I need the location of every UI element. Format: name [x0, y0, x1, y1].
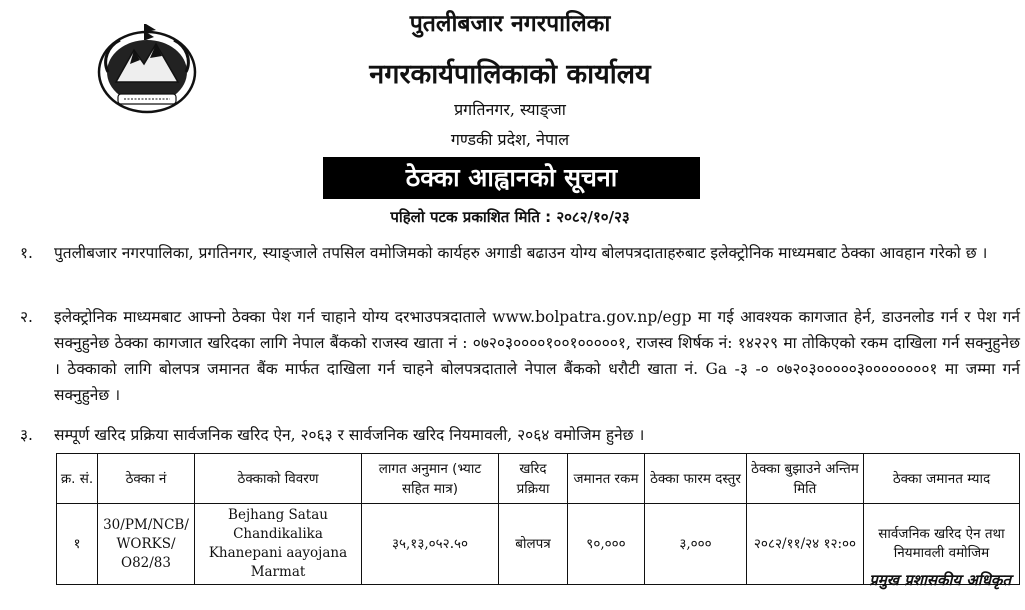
- cell-deadline: २०८२/११/२४ १२:००: [747, 504, 864, 585]
- office-address: प्रगतिनगर, स्याङ्जा: [454, 100, 566, 119]
- office-province: गण्डकी प्रदेश, नेपाल: [450, 130, 570, 149]
- cell-contract-no: 30/PM/NCB/ WORKS/ O82/83: [98, 504, 195, 585]
- col-bid-security: जमानत रकम: [568, 454, 645, 504]
- cell-form-fee: ३,०००: [645, 504, 747, 585]
- cell-description: Bejhang Satau Chandikalika Khanepani aayojana Marmat: [195, 504, 362, 585]
- emblem-icon: [94, 20, 200, 116]
- tender-table: [56, 453, 1020, 585]
- paragraph-1: [20, 240, 1020, 266]
- cell-serial: १: [57, 504, 98, 585]
- paragraph-text: सम्पूर्ण खरिद प्रक्रिया सार्वजनिक खरिद ऐन, २०६३ र सार्वजनिक खरिद नियमावली, २०६४ वमोजिम हुनेछ ।: [54, 426, 645, 444]
- paragraph-text: पुतलीबजार नगरपालिका, प्रगतिनगर, स्याङ्जाले तपसिल वमोजिमको कार्यहरु अगाडी बढाउन योग्य बोलपत्रदाताहरुबाट इलेक्ट्रोनिक माध्यमबाट ठेक्का आवहान गरेको छ ।: [54, 244, 988, 262]
- col-deadline: ठेक्का बुझाउने अन्तिम मिति: [747, 454, 864, 504]
- col-contract-no: ठेक्का नं: [98, 454, 195, 504]
- col-description: ठेक्काको विवरण: [195, 454, 362, 504]
- col-cost-estimate: लागत अनुमान (भ्याट सहित मात्र): [362, 454, 499, 504]
- paragraph-number: १.: [20, 244, 33, 262]
- paragraph-3: [20, 422, 1020, 448]
- office-name: नगरकार्यपालिकाको कार्यालय: [369, 59, 651, 90]
- cell-bid-security: ९०,०००: [568, 504, 645, 585]
- paragraph-2: [20, 304, 1020, 408]
- cell-security-validity: सार्वजनिक खरिद ऐन तथा नियमावली वमोजिम: [864, 504, 1020, 585]
- paragraph-text: इलेक्ट्रोनिक माध्यमबाट आफ्नो ठेक्का पेश गर्न चाहाने योग्य दरभाउपत्रदाताले www.bolpatra.gov.np/egp मा गई आवश्यक कागजात हेर्न, डाउनलोड गर्न र पेश गर्न सक्नुहुनेछ ठेक्का कागजात खरिदका लागि नेपाल बैंकको राजस्व खाता नं : ०७२०३००००१००१०००००१, राजस्व शिर्षक नं: १४२२९ मा तोकिएको रकम दाखिला गर्न सक्नुहुनेछ । ठेक्काको लागि बोलपत्र जमानत बैंक मार्फत दाखिला गर्न चाहने बोलपत्रदाताले नेपाल बैंकको धरौटी खाता नं. Ga -३ -० ०७२०३०००००३००००००००१ मा जम्मा गर्न सक्नुहुनेछ ।: [54, 308, 1020, 404]
- cell-cost-estimate: ३५,१३,०५२.५०: [362, 504, 499, 585]
- municipality-emblem: [94, 20, 200, 116]
- notice-title: ठेक्का आह्वानको सूचना: [323, 157, 700, 199]
- col-procurement-method: खरिद प्रक्रिया: [499, 454, 568, 504]
- paragraph-number: ३.: [20, 426, 33, 444]
- table-header-row: [57, 454, 1020, 504]
- cell-procurement-method: बोलपत्र: [499, 504, 568, 585]
- col-serial: क्र. सं.: [57, 454, 98, 504]
- col-security-validity: ठेक्का जमानत म्याद: [864, 454, 1020, 504]
- municipality-name: पुतलीबजार नगरपालिका: [409, 11, 611, 37]
- paragraph-number: २.: [20, 308, 33, 326]
- col-form-fee: ठेक्का फारम दस्तुर: [645, 454, 747, 504]
- signatory-title: प्रमुख प्रशासकीय अधिकृत: [869, 571, 1011, 589]
- publish-date: पहिलो पटक प्रकाशित मिति : २०८२/१०/२३: [390, 208, 630, 226]
